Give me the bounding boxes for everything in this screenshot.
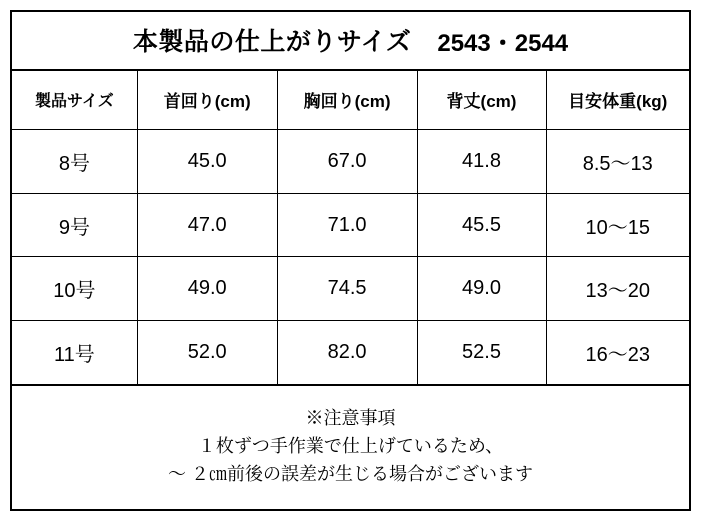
page-title: 本製品の仕上がりサイズ [132, 28, 412, 57]
cell-neck: 45.0 [137, 130, 277, 194]
table-header-row [11, 70, 690, 130]
column-header-neck: 首回り(cm) [137, 70, 277, 130]
table-title-row [11, 11, 690, 70]
cell-neck: 52.0 [137, 321, 277, 385]
cell-back-length: 52.5 [417, 321, 546, 385]
table-row [11, 130, 690, 194]
cell-back-length: 45.5 [417, 193, 546, 257]
note-cell [11, 385, 690, 510]
column-header-weight: 目安体重(kg) [546, 70, 690, 130]
cell-chest: 67.0 [277, 130, 417, 194]
cell-size: 10号 [11, 257, 137, 321]
cell-weight: 16〜23 [546, 321, 690, 385]
column-header-size: 製品サイズ [11, 70, 137, 130]
cell-back-length: 41.8 [417, 130, 546, 194]
note-line-title: ※注意事項 [305, 407, 396, 428]
cell-weight: 10〜15 [546, 193, 690, 257]
product-size-table [10, 10, 691, 511]
cell-weight: 13〜20 [546, 257, 690, 321]
table-row [11, 193, 690, 257]
cell-neck: 47.0 [137, 193, 277, 257]
table-row [11, 321, 690, 385]
cell-weight: 8.5〜13 [546, 130, 690, 194]
cell-chest: 82.0 [277, 321, 417, 385]
table-row [11, 257, 690, 321]
cell-back-length: 49.0 [417, 257, 546, 321]
note-line-2: 〜 ２㎝前後の誤差が生じる場合がございます [168, 464, 533, 485]
cell-size: 9号 [11, 193, 137, 257]
cell-chest: 71.0 [277, 193, 417, 257]
title-cell [11, 11, 690, 70]
cell-size: 8号 [11, 130, 137, 194]
column-header-chest: 胸回り(cm) [277, 70, 417, 130]
cell-neck: 49.0 [137, 257, 277, 321]
table-note-row [11, 385, 690, 510]
cell-size: 11号 [11, 321, 137, 385]
cell-chest: 74.5 [277, 257, 417, 321]
column-header-back-length: 背丈(cm) [417, 70, 546, 130]
product-code: 2543・2544 [437, 29, 569, 57]
note-line-1: １枚ずつ手作業で仕上げているため、 [197, 436, 504, 457]
